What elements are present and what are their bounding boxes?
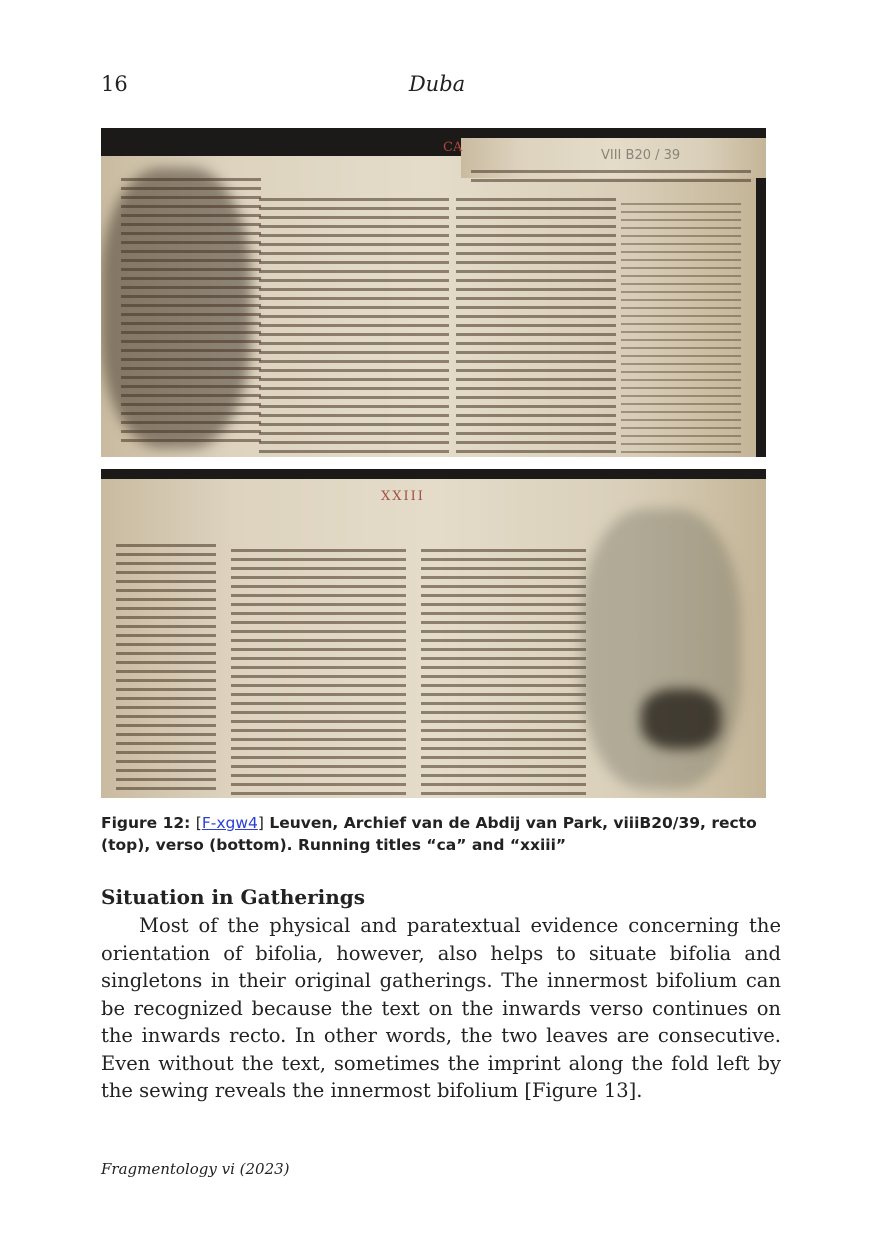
footer-journal: Fragmentology vi (2023): [101, 1160, 290, 1178]
running-head: Duba: [408, 72, 466, 96]
figure-caption: [101, 812, 781, 856]
caption-label: Figure 12:: [101, 814, 191, 832]
shelfmark: VIII B20 / 39: [601, 148, 681, 163]
manuscript-image-verso: [101, 469, 766, 798]
caption-text: Leuven, Archief van de Abdij van Park, viiiB20/39, recto (top), verso (bottom). Running titles “ca” and “xxiii”: [101, 814, 757, 854]
bracket: [: [195, 814, 202, 832]
running-title-ca: CA: [443, 140, 463, 155]
body-paragraph: Most of the physical and paratextual evidence concerning the orientation of bifolia, however, also helps to situate bifolia and singletons in their original gatherings. The innermost bifolium can be recognized because the text on the inwards verso continues on the inwards recto. In other words, the two leaves are consecutive. Even without the text, sometimes the imprint along the fold left by the sewing reveals the innermost bifolium [Figure 13].: [101, 914, 781, 1102]
bracket: ]: [257, 814, 264, 832]
section-heading: Situation in Gatherings: [101, 885, 366, 909]
running-title-xxiii: XXIII: [381, 489, 425, 504]
figure-link[interactable]: F-xgw4: [201, 814, 258, 832]
manuscript-image-recto: [101, 128, 766, 457]
page-number: 16: [101, 72, 128, 96]
